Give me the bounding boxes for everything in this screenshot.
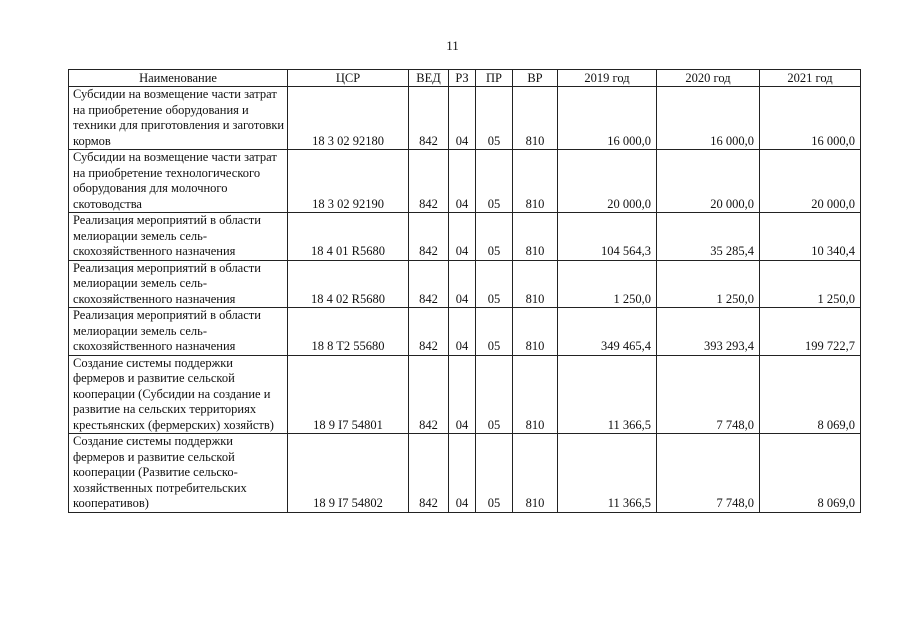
row-2020: 7 748,0 [657,434,760,513]
row-pr: 05 [476,260,513,308]
row-2019: 11 366,5 [558,355,657,434]
row-name: Реализация мероприятий в области мелиорации земель сельскохозяйственного назначения [69,308,288,356]
row-pr: 05 [476,150,513,213]
table-header-row [69,70,861,87]
row-rz: 04 [449,434,476,513]
row-pr: 05 [476,355,513,434]
row-2020: 35 285,4 [657,213,760,261]
header-2020: 2020 год [657,70,760,87]
row-name: Реализация мероприятий в области мелиорации земель сельскохозяйственного назначения [69,260,288,308]
row-rz: 04 [449,308,476,356]
row-vr: 810 [513,355,558,434]
row-name: Субсидии на возмещение части затрат на приобретение оборудования и техники для приготовления и заготовки кормов [69,87,288,150]
row-rz: 04 [449,150,476,213]
row-2021: 8 069,0 [760,434,861,513]
row-2019: 20 000,0 [558,150,657,213]
row-ved: 842 [409,355,449,434]
row-vr: 810 [513,260,558,308]
table-row [69,260,861,308]
budget-table [68,69,861,513]
row-csr: 18 9 I7 54802 [288,434,409,513]
row-rz: 04 [449,87,476,150]
row-2020: 1 250,0 [657,260,760,308]
row-2019: 1 250,0 [558,260,657,308]
table-row [69,87,861,150]
header-csr: ЦСР [288,70,409,87]
row-2020: 393 293,4 [657,308,760,356]
row-csr: 18 3 02 92180 [288,87,409,150]
row-2019: 349 465,4 [558,308,657,356]
page-number: 11 [446,38,459,53]
row-2021: 1 250,0 [760,260,861,308]
row-name: Реализация мероприятий в области мелиорации земель сельскохозяйственного назначения [69,213,288,261]
row-csr: 18 3 02 92190 [288,150,409,213]
table-row [69,434,861,513]
header-ved: ВЕД [409,70,449,87]
row-csr: 18 4 02 R5680 [288,260,409,308]
row-csr: 18 9 I7 54801 [288,355,409,434]
row-vr: 810 [513,213,558,261]
row-name: Субсидии на возмещение части затрат на приобретение технологического оборудования для молочного скотоводства [69,150,288,213]
row-csr: 18 4 01 R5680 [288,213,409,261]
table-row [69,213,861,261]
row-rz: 04 [449,355,476,434]
header-2021: 2021 год [760,70,861,87]
row-2019: 11 366,5 [558,434,657,513]
header-name: Наименование [69,70,288,87]
row-vr: 810 [513,87,558,150]
row-pr: 05 [476,434,513,513]
header-2019: 2019 год [558,70,657,87]
row-2019: 104 564,3 [558,213,657,261]
row-ved: 842 [409,434,449,513]
row-csr: 18 8 T2 55680 [288,308,409,356]
header-pr: ПР [476,70,513,87]
row-rz: 04 [449,213,476,261]
row-2019: 16 000,0 [558,87,657,150]
row-name: Создание системы поддержки фермеров и развитие сельской кооперации (Развитие сельскохозяйственных потребительских кооперативов) [69,434,288,513]
row-vr: 810 [513,150,558,213]
row-2021: 8 069,0 [760,355,861,434]
row-2021: 10 340,4 [760,213,861,261]
row-ved: 842 [409,87,449,150]
table-row [69,355,861,434]
table-row [69,308,861,356]
row-2021: 20 000,0 [760,150,861,213]
row-pr: 05 [476,213,513,261]
row-ved: 842 [409,213,449,261]
header-vr: ВР [513,70,558,87]
row-vr: 810 [513,308,558,356]
row-pr: 05 [476,87,513,150]
row-ved: 842 [409,260,449,308]
row-ved: 842 [409,150,449,213]
row-name: Создание системы поддержки фермеров и развитие сельской кооперации (Субсидии на создание и развитие на сельских территориях крестьянских (фермерских) хозяйств) [69,355,288,434]
row-ved: 842 [409,308,449,356]
row-2020: 20 000,0 [657,150,760,213]
row-pr: 05 [476,308,513,356]
header-rz: РЗ [449,70,476,87]
row-2020: 7 748,0 [657,355,760,434]
row-vr: 810 [513,434,558,513]
row-2021: 199 722,7 [760,308,861,356]
row-2021: 16 000,0 [760,87,861,150]
row-rz: 04 [449,260,476,308]
row-2020: 16 000,0 [657,87,760,150]
table-row [69,150,861,213]
